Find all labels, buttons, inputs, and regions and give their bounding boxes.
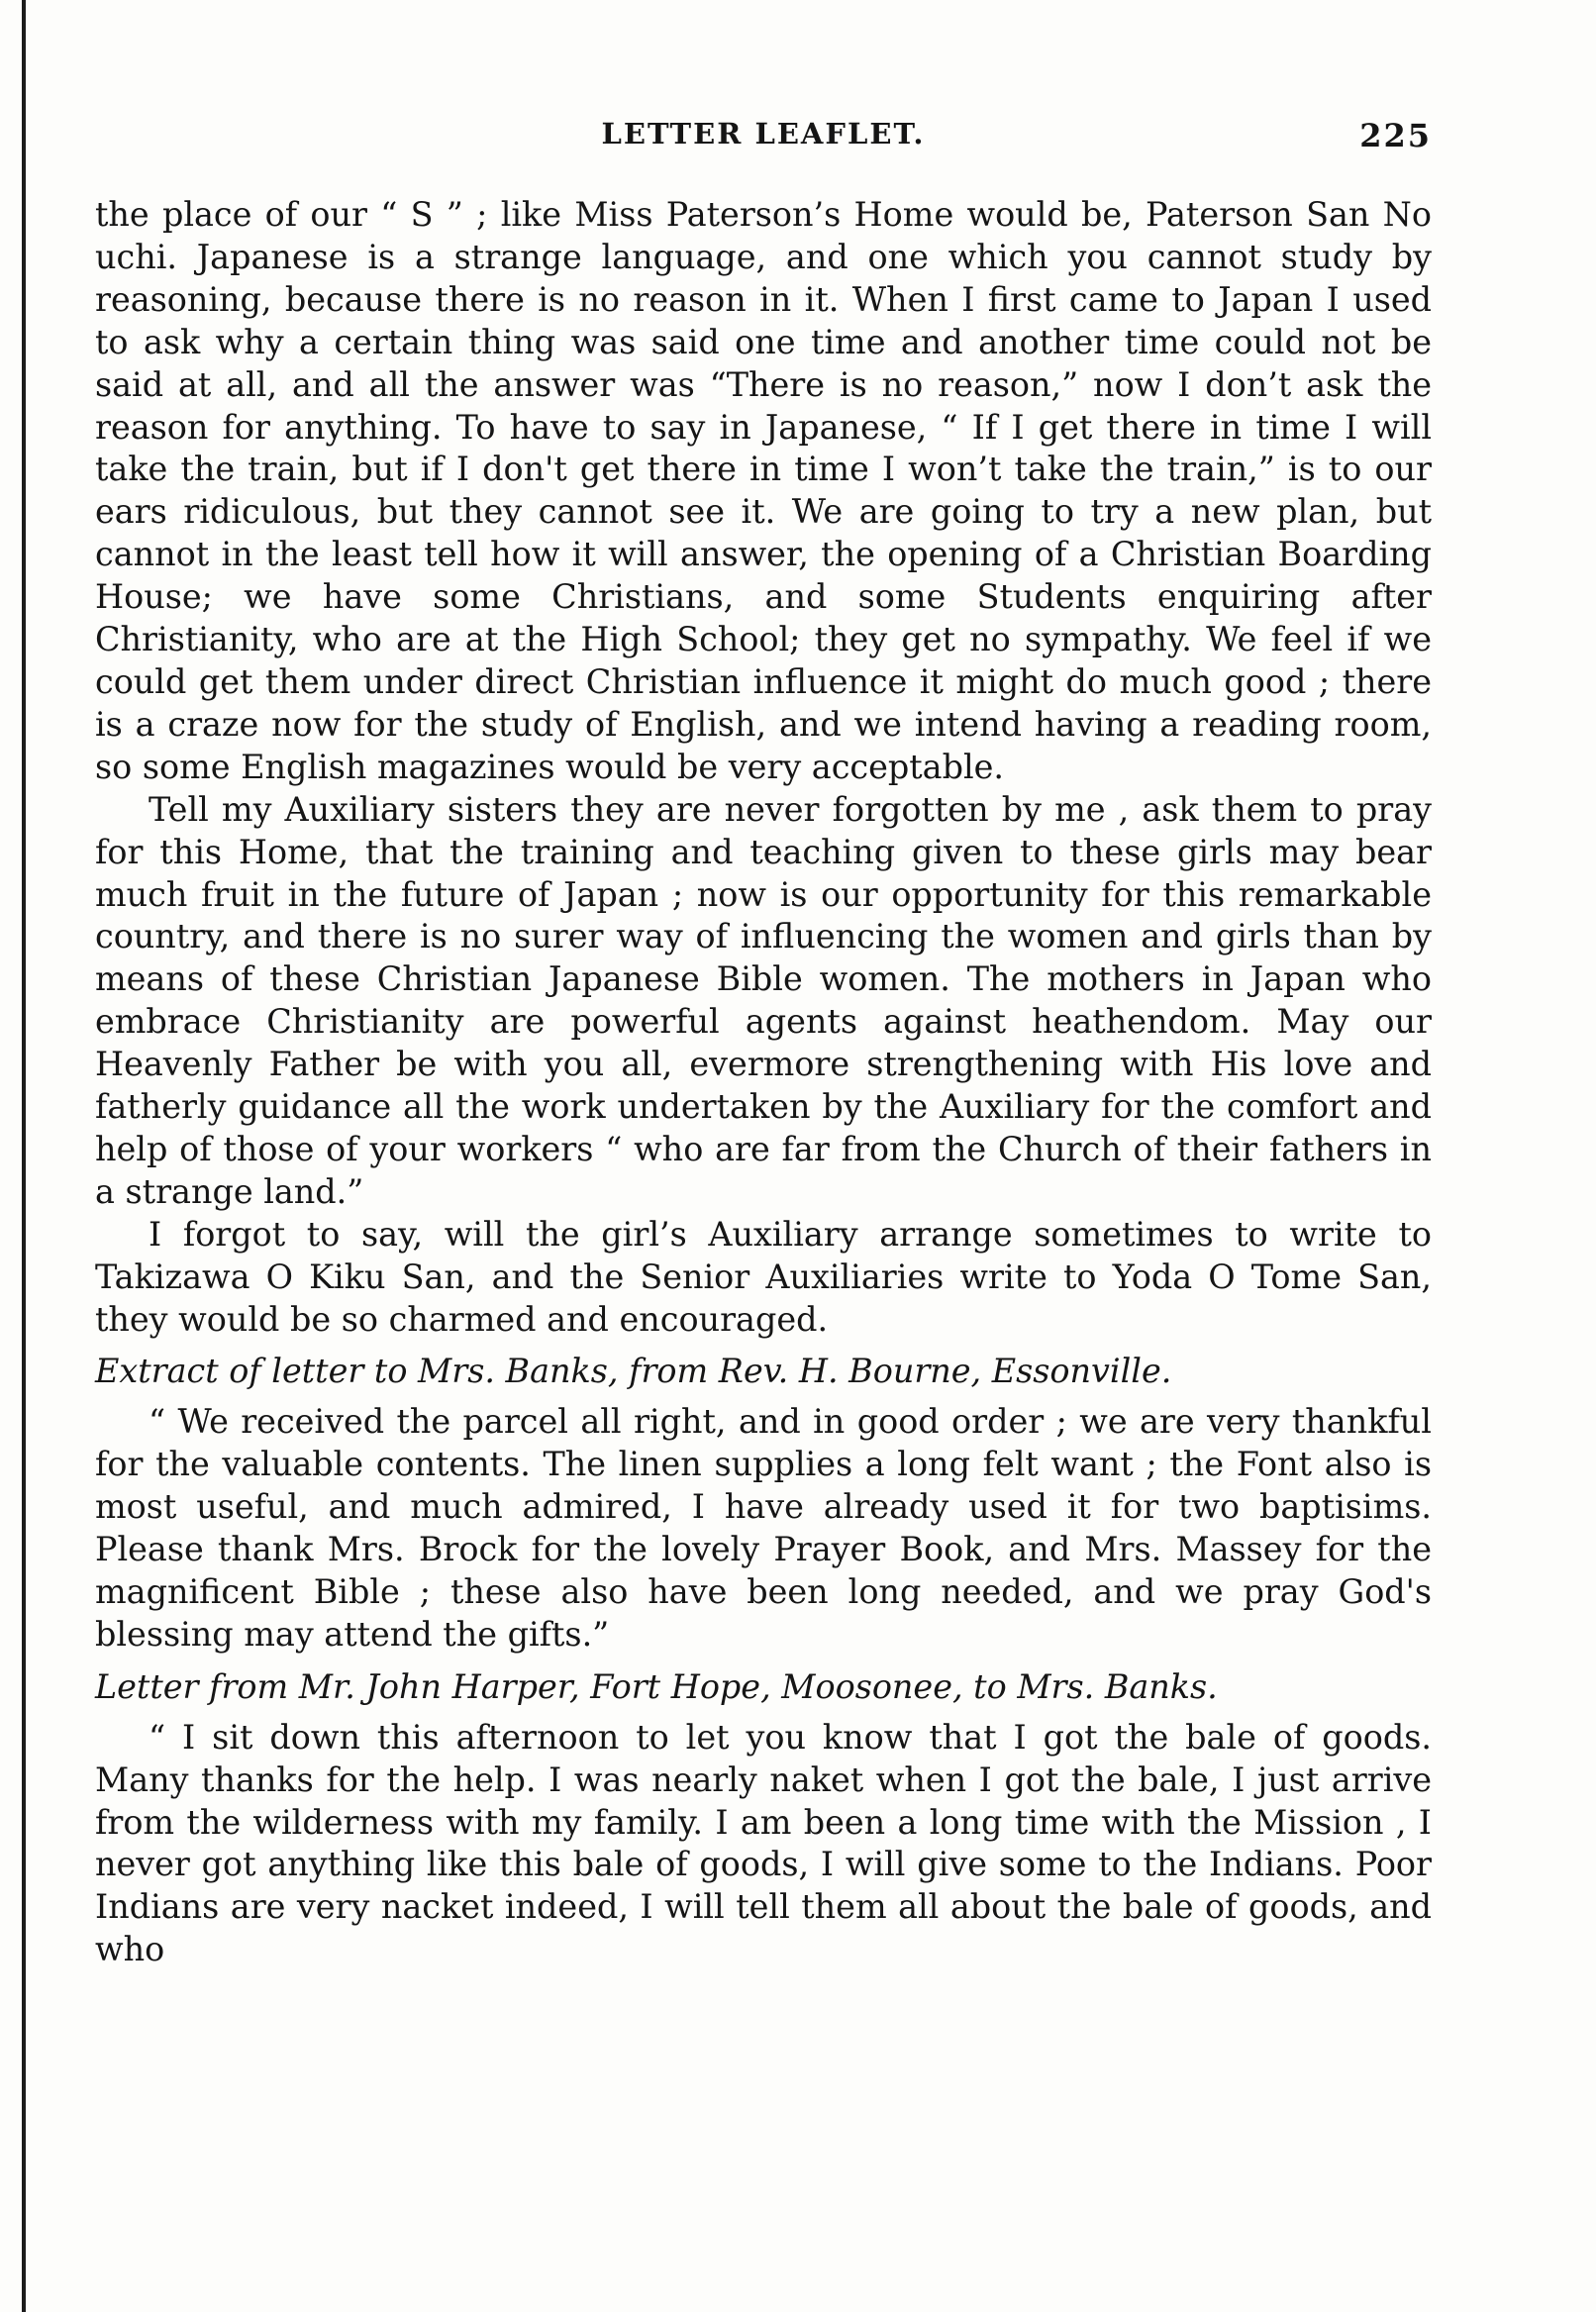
paragraph-auxiliary-sisters: Tell my Auxiliary sisters they are never forgotten by me , ask them to pray for this Home, that the training and teaching given to these girls may bear much fruit in the future of Japan ; now is our opportunity for this remarkable country, and there is no surer way of influencing the women and girls than by means of these Christian Japanese Bible women. The mothers in Japan who embrace Christianity are powerful agents against heathendom. May our Heavenly Father be with you all, evermore strengthening with His love and fatherly guidance all the work undertaken by the Auxiliary for the comfort and help of those of your workers “ who are far from the Church of their fathers in a strange land.” [95, 789, 1432, 1211]
page-edge-rule [22, 0, 26, 2312]
section-heading-harper: Letter from Mr. John Harper, Fort Hope, Moosonee, to Mrs. Banks. [95, 1666, 1218, 1706]
paragraph-harper-letter: “ I sit down this afternoon to let you know that I got the bale of goods. Many thanks for the help. I was nearly naket when I got the bale, I just arrive from the wilderness with my family. I am been a long time with the Mission , I never got anything like this bale of goods, I will give some to the Indians. Poor Indians are very nacket indeed, I will tell them all about the bale of goods, and who [95, 1717, 1432, 1969]
body-text [95, 194, 1432, 1971]
section-heading-bourne: Extract of letter to Mrs. Banks, from Rev. H. Bourne, Essonville. [95, 1352, 1172, 1391]
page-number: 225 [1359, 117, 1432, 154]
paragraph-continued: the place of our “ S ” ; like Miss Paterson’s Home would be, Paterson San No uchi. Japanese is a strange language, and one which you cannot study by reasoning, because there is no reason in it. When I first came to Japan I used to ask why a certain thing was said one time and another time could not be said at all, and all the answer was “There is no reason,” now I don’t ask the reason for anything. To have to say in Japanese, “ If I get there in time I will take the train, but if I don't get there in time I won’t take the train,” is to our ears ridiculous, but they cannot see it. We are going to try a new plan, but cannot in the least tell how it will answer, the opening of a Christian Boarding House; we have some Christians, and some Students enquiring after Christianity, who are at the High School; they get no sympathy. We feel if we could get them under direct Christian influence it might do much good ; there is a craze now for the study of English, and we intend having a reading room, so some English magazines would be very acceptable. [95, 195, 1432, 786]
running-head [95, 117, 1432, 174]
running-title: LETTER LEAFLET. [601, 117, 926, 151]
paragraph-bourne-letter: “ We received the parcel all right, and in good order ; we are very thankful for the valuable contents. The linen supplies a long felt want ; the Font also is most useful, and much admired, I have already used it for two baptisims. Please thank Mrs. Brock for the lovely Prayer Book, and Mrs. Massey for the magnificent Bible ; these also have been long needed, and we pray God's blessing may attend the gifts.” [95, 1402, 1432, 1654]
paragraph-forgot-to-say: I forgot to say, will the girl’s Auxiliary arrange sometimes to write to Takizawa O Kiku San, and the Senior Auxiliaries write to Yoda O Tome San, they would be so charmed and encouraged. [95, 1214, 1432, 1339]
document-page [95, 117, 1432, 1971]
